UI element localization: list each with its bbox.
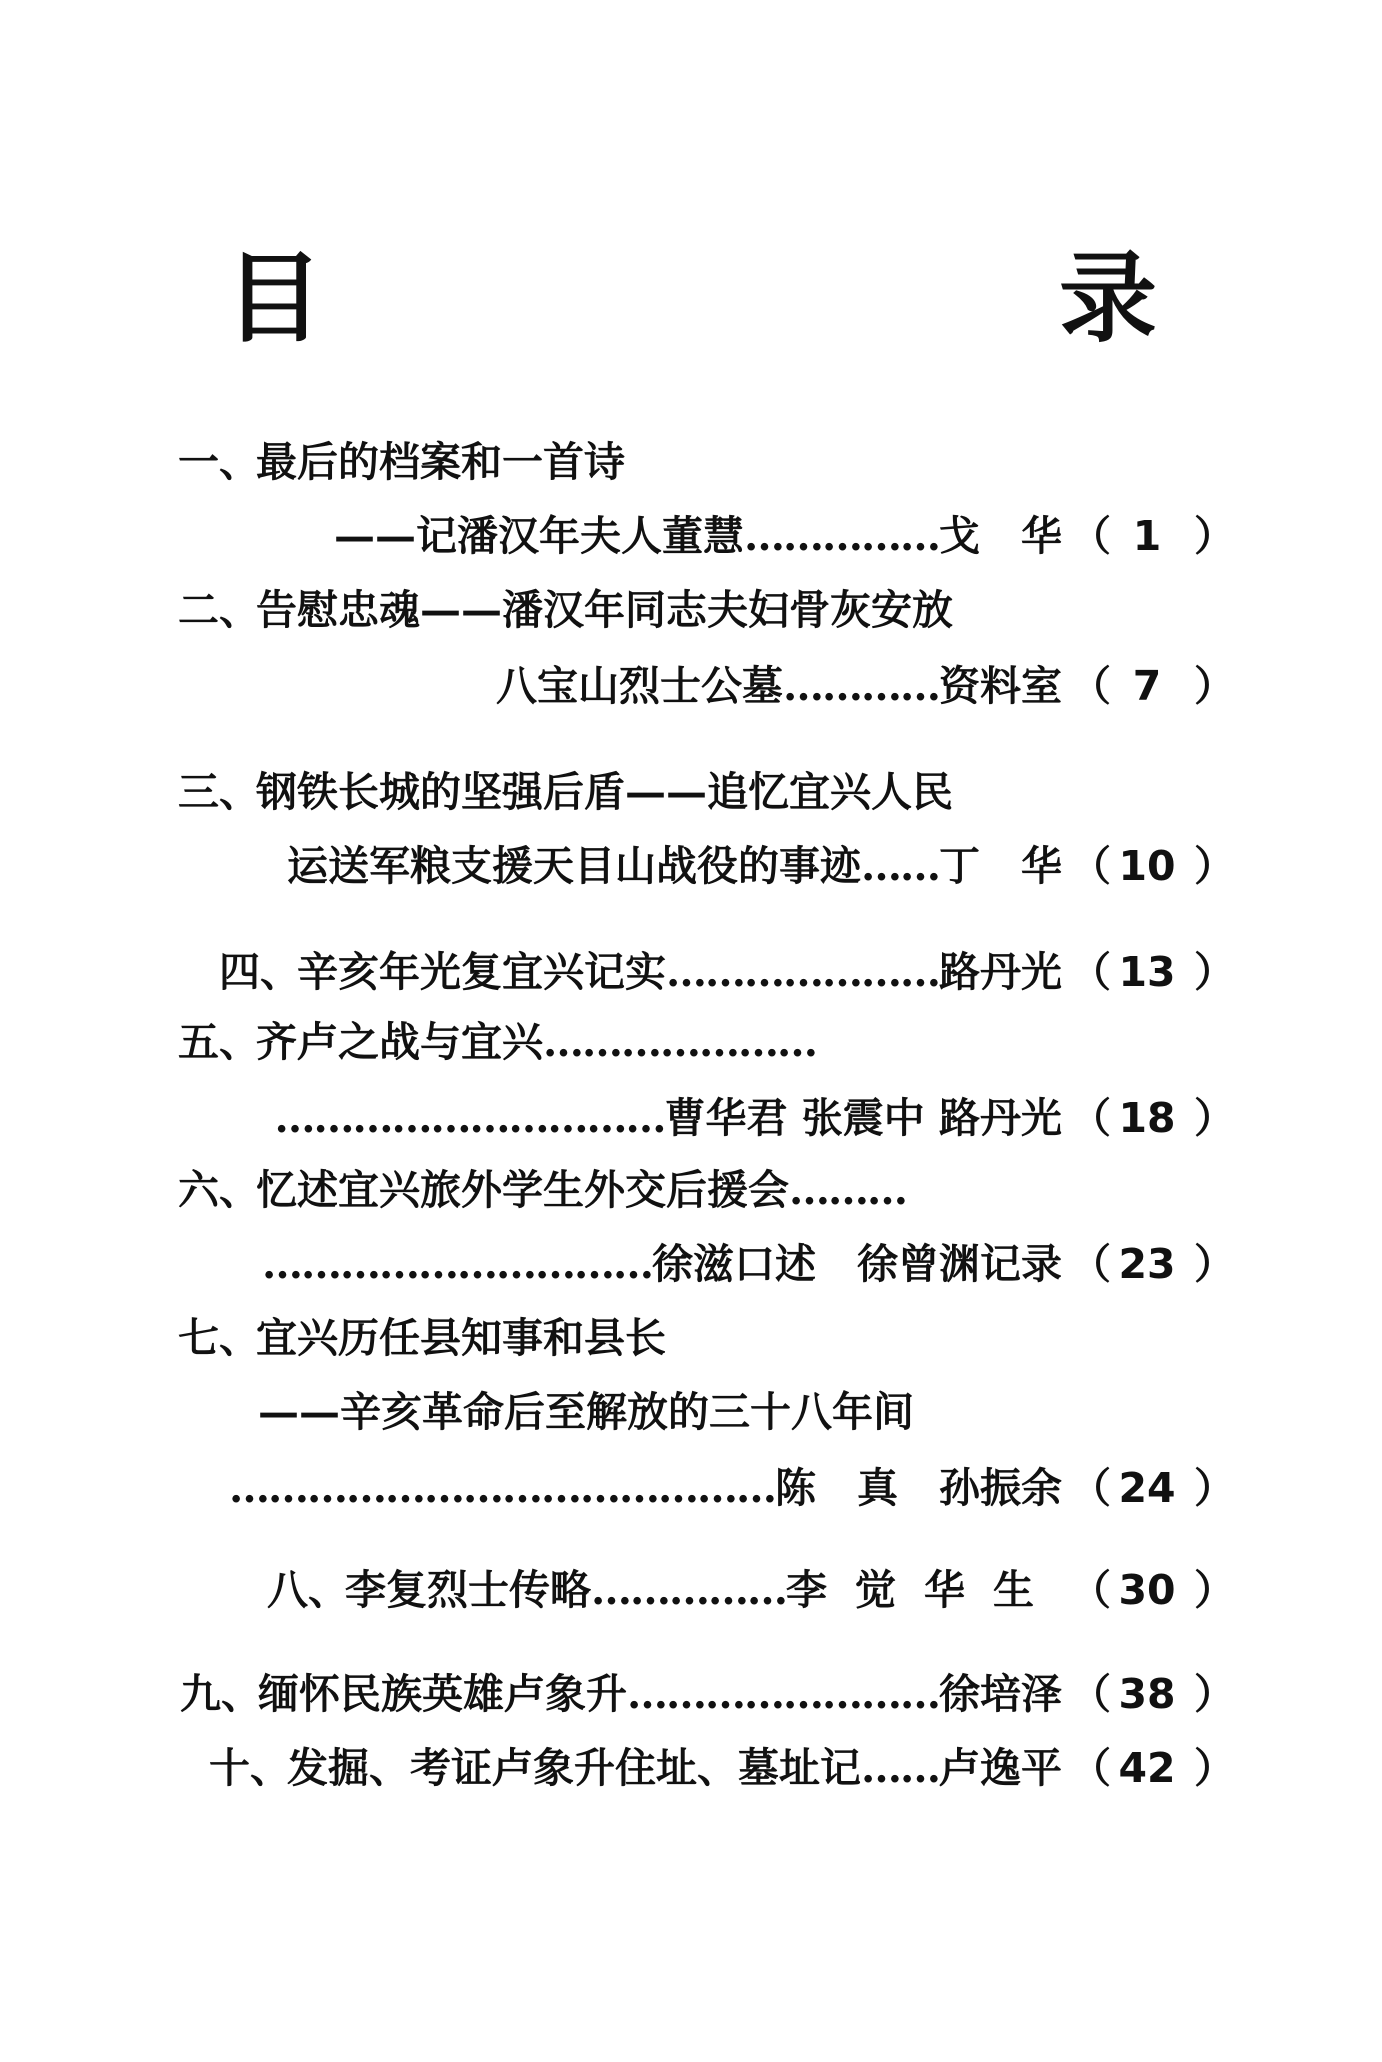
toc-entry-5-detail-line xyxy=(274,1094,1235,1142)
toc-entry-2-detail-line xyxy=(496,662,1235,710)
toc-entry-9-leader-dots: …………………… xyxy=(627,1670,939,1718)
toc-entry-7-subtitle: ——辛亥革命后至解放的三十八年间 xyxy=(258,1388,914,1436)
toc-entry-2-title-line xyxy=(178,586,953,634)
toc-entry-10-number: 十、 xyxy=(209,1744,291,1792)
toc-entry-9-title: 缅怀民族英雄卢象升 xyxy=(258,1670,627,1718)
toc-entry-6-leader-dots: ………………………… xyxy=(262,1240,652,1288)
close-paren: ） xyxy=(1194,948,1235,996)
close-paren: ） xyxy=(1194,1240,1235,1288)
toc-entry-10-author: 卢逸平 xyxy=(939,1744,1062,1792)
toc-entry-2-subtitle: 八宝山烈士公墓 xyxy=(496,662,783,710)
toc-entry-1-subtitle: ——记潘汉年夫人董慧 xyxy=(334,512,744,560)
toc-entry-2-leader-dots: ………… xyxy=(783,662,939,710)
toc-entry-3-title: 钢铁长城的坚强后盾——追忆宜兴人民 xyxy=(256,768,953,816)
toc-entry-1-page-ref xyxy=(1070,512,1235,560)
toc-entry-2-author: 资料室 xyxy=(939,662,1062,710)
toc-entry-7-subtitle-line xyxy=(258,1388,914,1436)
toc-entry-6-page: 23 xyxy=(1118,1240,1176,1288)
open-paren: （ xyxy=(1070,1464,1111,1512)
toc-entry-6-title-line xyxy=(178,1166,906,1214)
toc-entry-2-title: 告慰忠魂——潘汉年同志夫妇骨灰安放 xyxy=(256,586,953,634)
toc-entry-4-title: 辛亥年光复宜兴记实 xyxy=(297,948,666,996)
toc-entry-8-number: 八、 xyxy=(267,1566,349,1614)
toc-entry-7-author: 陈 真 孙振余 xyxy=(775,1464,1062,1512)
toc-entry-9-author: 徐培泽 xyxy=(939,1670,1062,1718)
toc-entry-1-leader-dots: …………… xyxy=(744,512,939,560)
toc-entry-10-line xyxy=(178,1744,1235,1792)
toc-entry-4-number: 四、 xyxy=(219,948,301,996)
toc-entry-8-title: 李复烈士传略 xyxy=(345,1566,591,1614)
toc-entry-7-leader-dots: …………………………………… xyxy=(229,1464,775,1512)
toc-entry-3-page-ref xyxy=(1070,842,1235,890)
close-paren: ） xyxy=(1194,1094,1235,1142)
toc-entry-6-page-ref xyxy=(1070,1240,1235,1288)
toc-entry-8-line xyxy=(178,1566,1235,1614)
toc-entry-3-detail-line xyxy=(287,842,1235,890)
toc-entry-6-title: 忆述宜兴旅外学生外交后援会 xyxy=(256,1166,789,1214)
toc-entry-10-page-ref xyxy=(1070,1744,1235,1792)
toc-entry-1-title-line xyxy=(178,438,625,486)
toc-entry-8-page: 30 xyxy=(1118,1566,1176,1614)
close-paren: ） xyxy=(1194,842,1235,890)
toc-entry-1-page: 1 xyxy=(1132,512,1162,560)
toc-entry-8-leader-dots: …………… xyxy=(591,1566,786,1614)
toc-entry-9-number: 九、 xyxy=(180,1670,262,1718)
open-paren: （ xyxy=(1070,1670,1111,1718)
toc-entry-5-title-line xyxy=(178,1018,816,1066)
toc-entry-2-page: 7 xyxy=(1132,662,1162,710)
toc-entry-5-leader-dots: ………………………… xyxy=(274,1094,665,1142)
close-paren: ） xyxy=(1194,1670,1235,1718)
toc-entry-10-leader-dots: …… xyxy=(861,1744,939,1792)
toc-entry-9-page-ref xyxy=(1070,1670,1235,1718)
toc-entry-7-number: 七、 xyxy=(178,1314,260,1362)
open-paren: （ xyxy=(1070,1566,1111,1614)
open-paren: （ xyxy=(1070,842,1111,890)
open-paren: （ xyxy=(1070,1094,1111,1142)
toc-entry-3-title-line xyxy=(178,768,953,816)
open-paren: （ xyxy=(1070,948,1111,996)
toc-entry-8-page-ref xyxy=(1070,1566,1235,1614)
toc-entry-7-page-ref xyxy=(1070,1464,1235,1512)
toc-entry-3-author: 丁 华 xyxy=(939,842,1062,890)
toc-entry-8-author: 李觉华生 xyxy=(786,1566,1062,1614)
toc-entry-6-author: 徐滋口述 徐曾渊记录 xyxy=(652,1240,1062,1288)
toc-entry-5-author: 曹华君 张震中 路丹光 xyxy=(664,1094,1062,1142)
toc-entry-3-leader-dots: …… xyxy=(861,842,939,890)
toc-entry-5-page-ref xyxy=(1070,1094,1235,1142)
toc-entry-4-page: 13 xyxy=(1118,948,1176,996)
page-title: 目 录 xyxy=(224,241,1337,356)
toc-entry-5-title: 齐卢之战与宜兴 xyxy=(256,1018,543,1066)
toc-entry-6-number: 六、 xyxy=(178,1166,260,1214)
toc-entry-10-title: 发掘、考证卢象升住址、墓址记 xyxy=(287,1744,861,1792)
toc-entry-4-line xyxy=(178,948,1235,996)
toc-entry-7-title-line xyxy=(178,1314,666,1362)
close-paren: ） xyxy=(1194,1464,1235,1512)
toc-entry-7-detail-line xyxy=(229,1464,1235,1512)
close-paren: ） xyxy=(1194,662,1235,710)
open-paren: （ xyxy=(1070,512,1111,560)
toc-entry-5-number: 五、 xyxy=(178,1018,260,1066)
toc-entry-4-page-ref xyxy=(1070,948,1235,996)
toc-entry-4-leader-dots: ………………… xyxy=(666,948,939,996)
toc-entry-6-detail-line xyxy=(262,1240,1235,1288)
toc-entry-4-author: 路丹光 xyxy=(939,948,1062,996)
open-paren: （ xyxy=(1070,662,1111,710)
toc-entry-9-line xyxy=(178,1670,1235,1718)
toc-entry-2-page-ref xyxy=(1070,662,1235,710)
toc-entry-3-subtitle: 运送军粮支援天目山战役的事迹 xyxy=(287,842,861,890)
toc-entry-10-page: 42 xyxy=(1118,1744,1176,1792)
toc-entry-1-detail-line xyxy=(334,512,1235,560)
toc-entry-7-title: 宜兴历任县知事和县长 xyxy=(256,1314,666,1362)
toc-entry-6-title-dots: ……… xyxy=(789,1166,906,1214)
toc-entry-1-number: 一、 xyxy=(178,438,260,486)
close-paren: ） xyxy=(1194,1566,1235,1614)
close-paren: ） xyxy=(1194,1744,1235,1792)
toc-entry-7-page: 24 xyxy=(1118,1464,1176,1512)
toc-entry-5-page: 18 xyxy=(1118,1094,1176,1142)
close-paren: ） xyxy=(1194,512,1235,560)
open-paren: （ xyxy=(1070,1744,1111,1792)
toc-entry-1-author: 戈 华 xyxy=(939,512,1062,560)
toc-entry-3-page: 10 xyxy=(1118,842,1176,890)
toc-entry-5-title-dots: ………………… xyxy=(543,1018,816,1066)
toc-entry-2-number: 二、 xyxy=(178,586,260,634)
toc-entry-3-number: 三、 xyxy=(178,768,260,816)
toc-entry-9-page: 38 xyxy=(1118,1670,1176,1718)
toc-entry-1-title: 最后的档案和一首诗 xyxy=(256,438,625,486)
open-paren: （ xyxy=(1070,1240,1111,1288)
